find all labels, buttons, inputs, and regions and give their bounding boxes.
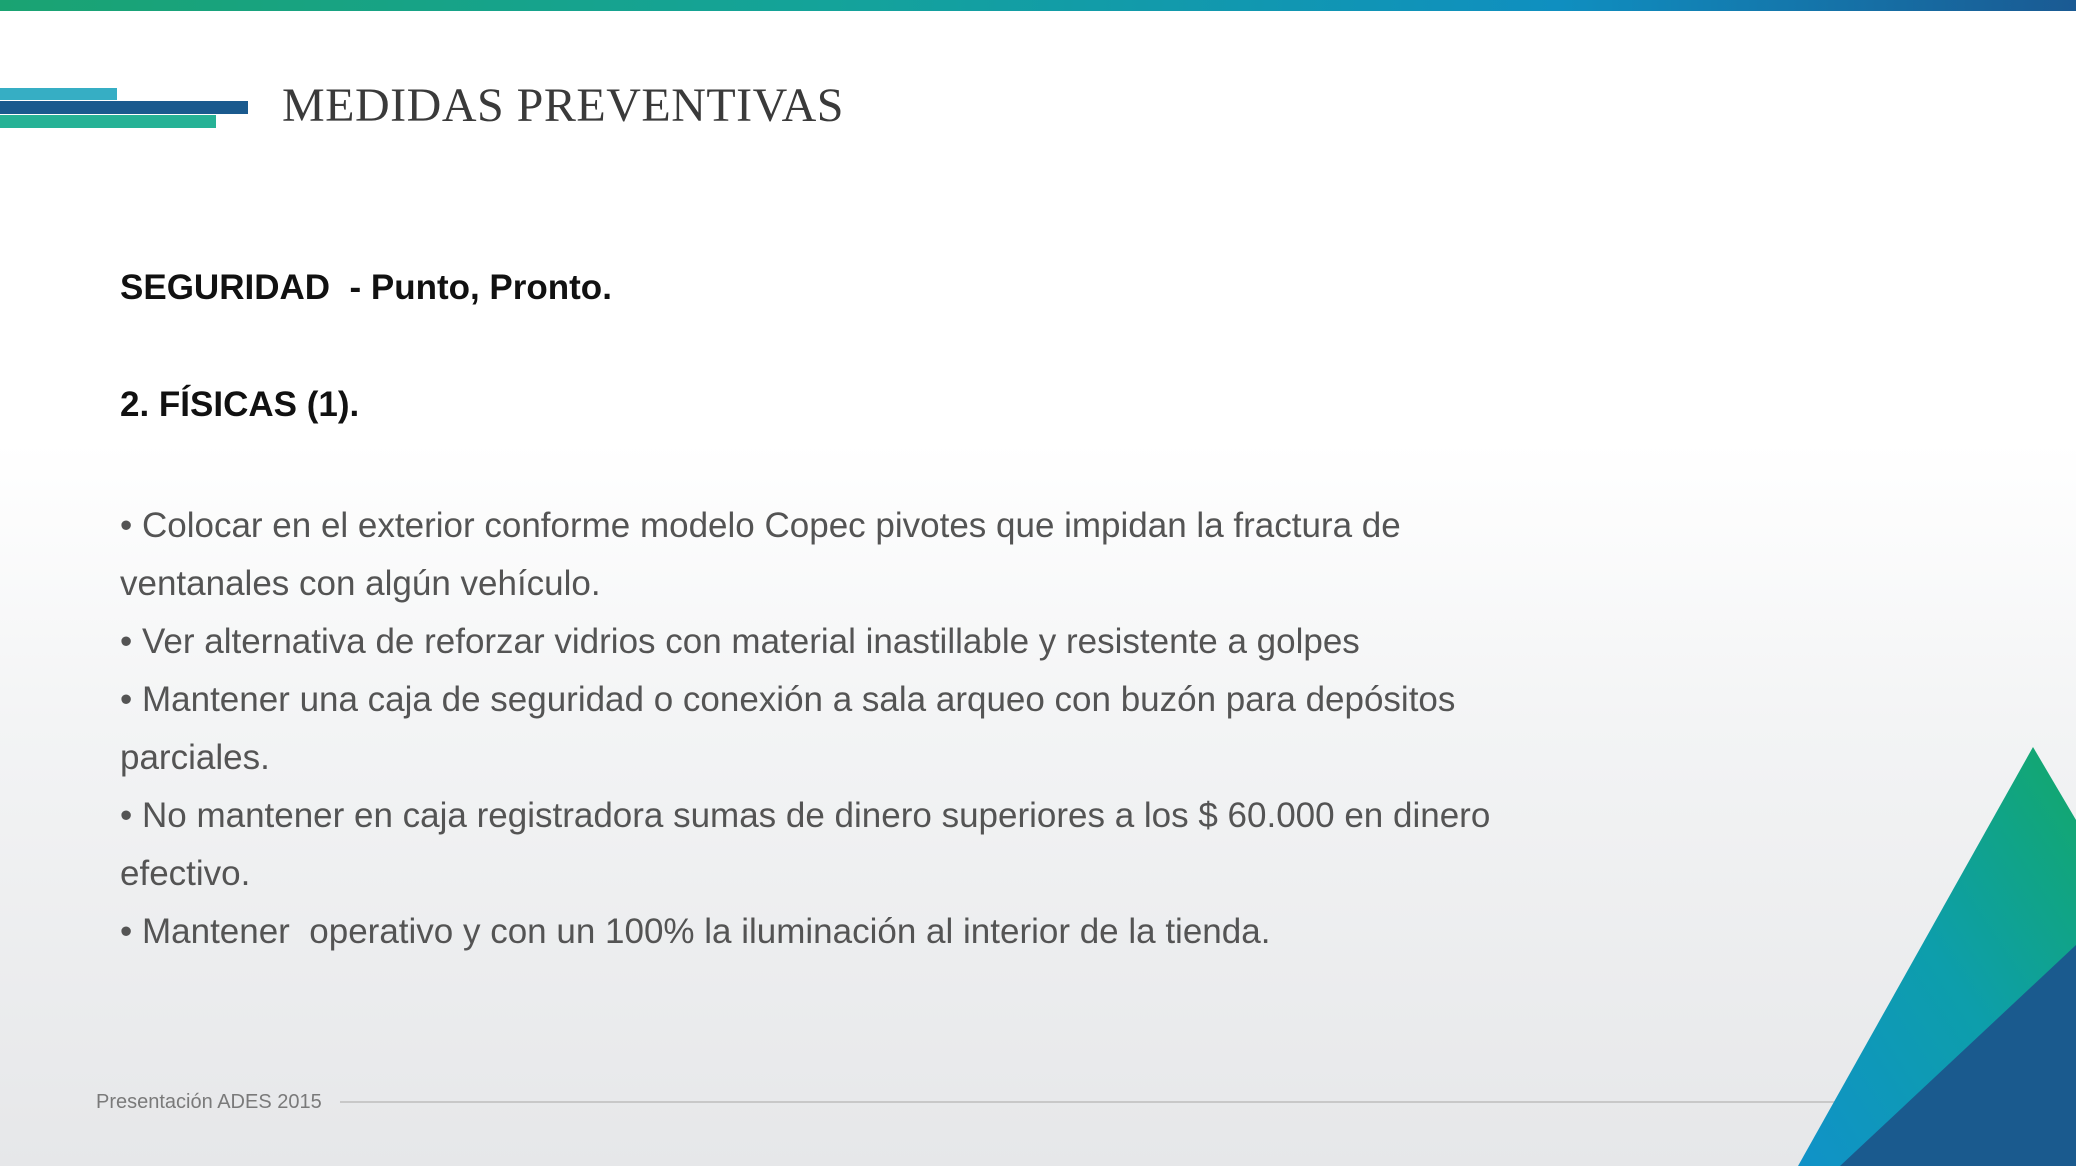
body-line: ventanales con algún vehículo.	[120, 564, 601, 603]
slide-title: MEDIDAS PREVENTIVAS	[282, 79, 844, 132]
body-line: • Ver alternativa de reforzar vidrios con material inastillable y resistente a golpes	[120, 622, 1360, 661]
body-line: • Mantener operativo y con un 100% la iluminación al interior de la tienda.	[120, 912, 1271, 951]
title-accent-stripe-navy	[0, 101, 248, 114]
section-heading-fisicas: 2. FÍSICAS (1).	[120, 385, 360, 424]
body-line: • Colocar en el exterior conforme modelo Copec pivotes que impidan la fractura de	[120, 506, 1401, 545]
body-line: • No mantener en caja registradora sumas de dinero superiores a los $ 60.000 en dinero	[120, 796, 1491, 835]
bullet-list	[120, 497, 1620, 961]
footer-divider	[340, 1101, 1840, 1103]
body-line: efectivo.	[120, 854, 251, 893]
footer-text: Presentación ADES 2015	[96, 1091, 322, 1113]
body-line: parciales.	[120, 738, 270, 777]
title-accent-stripe-green	[0, 115, 216, 128]
section-heading-seguridad: SEGURIDAD - Punto, Pronto.	[120, 268, 612, 307]
body-line: • Mantener una caja de seguridad o conexión a sala arqueo con buzón para depósitos	[120, 680, 1456, 719]
title-accent-stripe-teal	[0, 88, 117, 100]
top-gradient-bar	[0, 0, 2076, 11]
corner-triangle-graphic	[1790, 745, 2076, 1166]
